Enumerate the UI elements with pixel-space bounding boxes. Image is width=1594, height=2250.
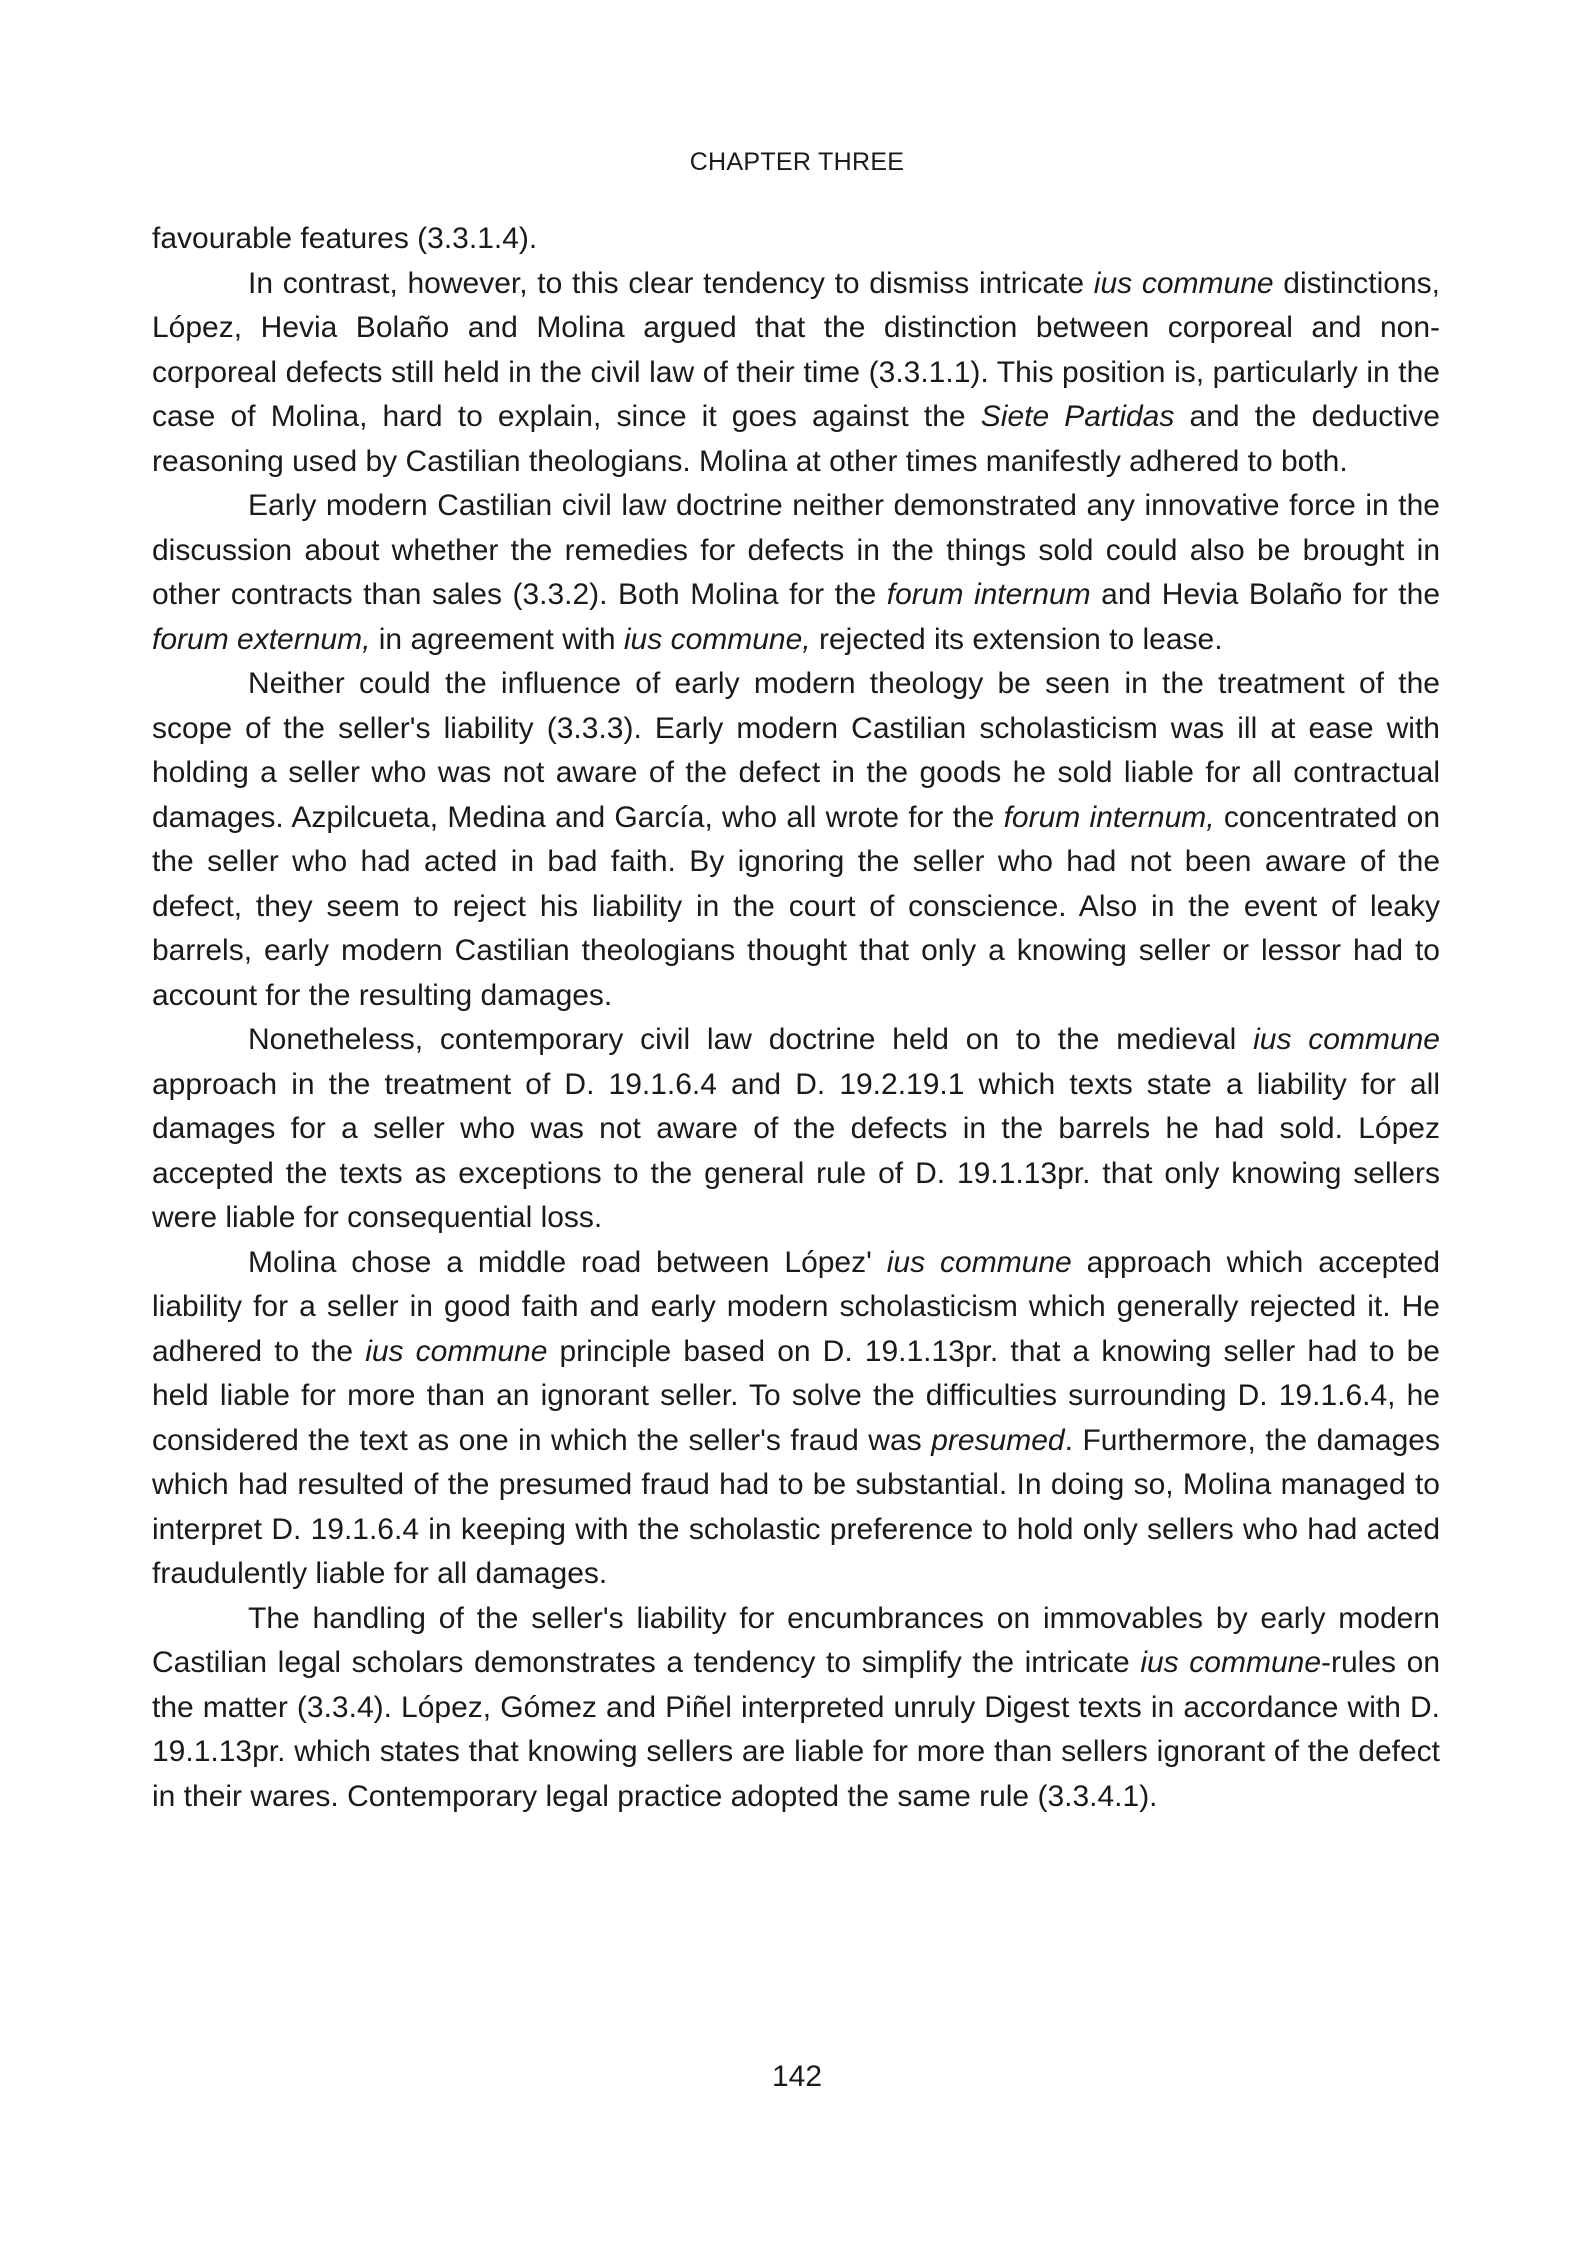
running-head: CHAPTER THREE (689, 148, 905, 176)
paragraph: Nonetheless, contemporary civil law doctrine held on to the medieval ius commune approach in the treatment of D. 19.1.6.4 and D. 19.2.19.1 which texts state a liability for all damages for a seller who was not aware of the defects in the barrels he had sold. López accepted the texts as exceptions to the general rule of D. 19.1.13pr. that only knowing sellers were liable for consequential loss. (152, 1023, 1440, 1234)
page-number: 142 (771, 2060, 823, 2093)
paragraph: The handling of the seller's liability for encumbrances on immovables by early modern Castilian legal scholars demonstrates a tendency to simplify the intricate ius commune-rules on the matter (3.3.4). López, Gómez and Piñel interpreted unruly Digest texts in accordance with D. 19.1.13pr. which states that knowing sellers are liable for more than sellers ignorant of the defect in their wares. Contemporary legal practice adopted the same rule (3.3.4.1). (152, 1601, 1441, 1813)
paragraph: Molina chose a middle road between López' ius commune approach which accepted liability for a seller in good faith and early modern scholasticism which generally rejected it. He adhered to the ius commune principle based on D. 19.1.13pr. that a knowing seller had to be held liable for more than an ignorant seller. To solve the difficulties surrounding D. 19.1.6.4, he considered the text as one in which the seller's fraud was presumed. Furthermore, the damages which had resulted of the presumed fraud had to be substantial. In doing so, Molina managed to interpret D. 19.1.6.4 in keeping with the scholastic preference to hold only sellers who had acted fraudulently liable for all damages. (152, 1245, 1441, 1590)
paragraph: Early modern Castilian civil law doctrine neither demonstrated any innovative force in the discussion about whether the remedies for defects in the things sold could also be brought in other contracts than sales (3.3.2). Both Molina for the forum internum and Hevia Bolaño for the forum externum, in agreement with ius commune, rejected its extension to lease. (152, 489, 1440, 656)
paragraph: In contrast, however, to this clear tendency to dismiss intricate ius commune distinctions, López, Hevia Bolaño and Molina argued that the distinction between corporeal and non-corporeal defects still held in the civil law of their time (3.3.1.1). This position is, particularly in the case of Molina, hard to explain, since it goes against the Siete Partidas and the deductive reasoning used by Castilian theologians. Molina at other times manifestly adhered to both. (152, 266, 1441, 478)
paragraph: Neither could the influence of early modern theology be seen in the treatment of the scope of the seller's liability (3.3.3). Early modern Castilian scholasticism was ill at ease with holding a seller who was not aware of the defect in the goods he sold liable for all contractual damages. Azpilcueta, Medina and García, who all wrote for the forum internum, concentrated on the seller who had acted in bad faith. By ignoring the seller who had not been aware of the defect, they seem to reject his liability in the court of conscience. Also in the event of leaky barrels, early modern Castilian theologians thought that only a knowing seller or lessor had to account for the resulting damages. (152, 667, 1441, 1012)
body-text (152, 217, 1440, 1819)
paragraph: favourable features (3.3.1.4). (152, 222, 538, 255)
